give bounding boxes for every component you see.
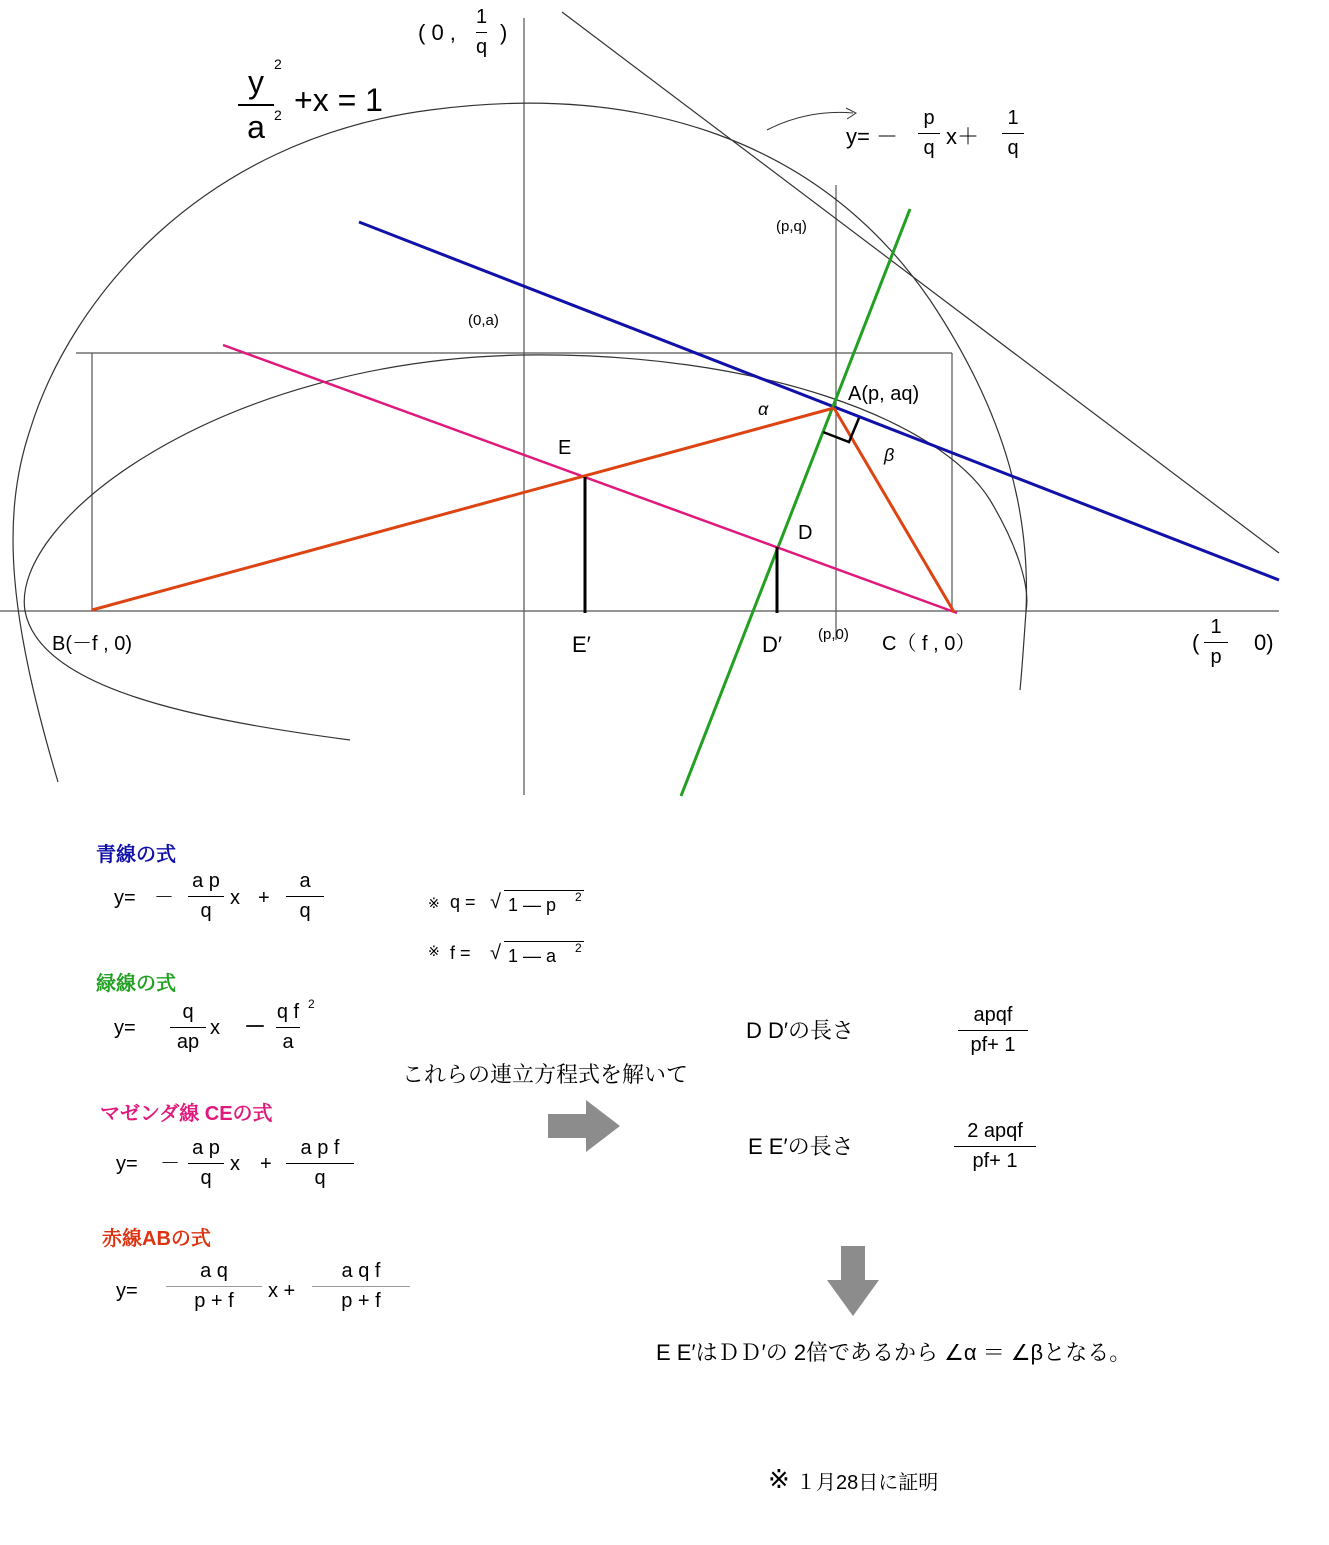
dd-length-label: D D′の長さ bbox=[746, 1018, 855, 1043]
note-inner: 1 — a bbox=[508, 946, 557, 966]
numerator: p bbox=[923, 107, 935, 129]
pointer-arrow-head bbox=[846, 108, 856, 119]
sqrt-overline bbox=[504, 941, 584, 942]
ellipse-curve bbox=[24, 355, 1027, 740]
fraction-bar bbox=[286, 1163, 354, 1164]
denominator: q bbox=[476, 36, 488, 58]
numerator: 1 bbox=[476, 6, 488, 28]
denominator: ap bbox=[176, 1031, 200, 1053]
denominator: q bbox=[314, 1167, 326, 1189]
label-point-0-a: (0,a) bbox=[468, 312, 499, 329]
green-exponent: 2 bbox=[308, 997, 315, 1011]
sqrt-overline bbox=[504, 890, 584, 891]
denominator: p + f bbox=[194, 1290, 234, 1312]
label-point-b: B(－f , 0) bbox=[52, 633, 133, 655]
denominator: pf+ 1 bbox=[972, 1150, 1018, 1172]
fraction-bar bbox=[238, 104, 274, 106]
denominator: q bbox=[923, 137, 935, 159]
fraction-bar bbox=[1204, 642, 1228, 643]
fraction-bar bbox=[276, 1027, 300, 1028]
green-fraction1 bbox=[170, 1001, 206, 1054]
ee-length-fraction bbox=[954, 1120, 1036, 1173]
numerator: 1 bbox=[1210, 616, 1222, 638]
magenta-line bbox=[223, 345, 957, 613]
blue-line bbox=[359, 222, 1279, 580]
label-point-d: D bbox=[798, 522, 813, 544]
note-lhs: f = bbox=[450, 943, 471, 963]
magenta-sign1: － bbox=[160, 1153, 180, 1175]
numerator: q f bbox=[276, 1001, 300, 1023]
label-point-d-prime: D′ bbox=[762, 632, 783, 657]
note-inner: 1 — p bbox=[508, 895, 557, 915]
label-point-a: A(p, aq) bbox=[848, 383, 920, 405]
red-lhs: y= bbox=[116, 1280, 138, 1302]
numerator: 2 apqf bbox=[967, 1120, 1023, 1142]
denominator-exponent: 2 bbox=[274, 107, 282, 123]
right-arrow-icon bbox=[548, 1100, 622, 1152]
fraction-y2-over-a2 bbox=[238, 64, 274, 146]
magenta-fraction2 bbox=[286, 1137, 354, 1190]
green-line bbox=[681, 209, 910, 796]
numerator: a p bbox=[192, 870, 220, 892]
fraction-1-over-q bbox=[476, 6, 487, 59]
label-close: 0) bbox=[1254, 630, 1274, 655]
denominator: pf+ 1 bbox=[970, 1034, 1016, 1056]
footnote-mark: ※ bbox=[768, 1464, 790, 1494]
dd-length-fraction bbox=[958, 1004, 1028, 1057]
tangent-lhs: y= － bbox=[846, 124, 898, 149]
fraction-bar bbox=[476, 32, 487, 33]
red-line-ab bbox=[92, 408, 834, 610]
label-point-c: C（ f , 0） bbox=[882, 633, 976, 655]
fraction-p-over-q bbox=[918, 107, 940, 160]
fraction-bar bbox=[954, 1146, 1036, 1147]
numerator: a q bbox=[200, 1260, 228, 1282]
red-fraction1 bbox=[166, 1260, 262, 1313]
numerator: a p bbox=[192, 1137, 220, 1159]
fraction-1-over-q-tangent bbox=[1002, 107, 1024, 160]
denominator: q bbox=[1007, 137, 1019, 159]
fraction-bar bbox=[312, 1286, 410, 1287]
tangent-mid: x＋ bbox=[946, 124, 980, 149]
label-point-e-prime: E′ bbox=[572, 632, 591, 657]
equation-rest: +x = 1 bbox=[294, 82, 383, 118]
fraction-bar bbox=[958, 1030, 1028, 1031]
denominator: p bbox=[1210, 646, 1222, 668]
note-exponent: 2 bbox=[575, 941, 582, 955]
blue-sign2: + bbox=[258, 887, 270, 909]
denominator: p + f bbox=[341, 1290, 381, 1312]
label-point-p-q: (p,q) bbox=[776, 218, 807, 235]
fraction-bar bbox=[918, 133, 940, 134]
denominator: q bbox=[200, 1167, 212, 1189]
numerator: apqf bbox=[973, 1004, 1013, 1026]
label-close: ) bbox=[500, 20, 508, 45]
green-fraction2 bbox=[276, 1001, 300, 1054]
green-sign2: － bbox=[244, 1014, 267, 1039]
label-angle-alpha: α bbox=[758, 399, 769, 419]
blue-equation-heading: 青線の式 bbox=[96, 844, 176, 866]
tangent-line bbox=[562, 12, 1279, 553]
conclusion-text: E E′はＤＤ′の 2倍であるから ∠α ＝ ∠βとなる。 bbox=[656, 1340, 1132, 1365]
note-exponent: 2 bbox=[575, 890, 582, 904]
note-lhs: q = bbox=[450, 892, 476, 912]
red-x: x + bbox=[268, 1280, 296, 1302]
fraction-bar bbox=[286, 896, 324, 897]
green-lhs: y= bbox=[114, 1017, 136, 1039]
green-equation-heading: 緑線の式 bbox=[96, 973, 176, 995]
red-equation-heading: 赤線ABの式 bbox=[102, 1228, 211, 1250]
denominator: q bbox=[299, 900, 311, 922]
large-circle-curve bbox=[13, 103, 1026, 782]
red-fraction2 bbox=[312, 1260, 410, 1313]
sqrt-symbol: √ bbox=[490, 891, 501, 913]
green-x: x bbox=[210, 1017, 220, 1039]
fraction-bar bbox=[188, 1163, 224, 1164]
blue-x: x bbox=[230, 887, 240, 909]
fraction-1-over-p bbox=[1204, 616, 1228, 669]
fraction-bar bbox=[1002, 133, 1024, 134]
fraction-bar bbox=[188, 896, 224, 897]
label-angle-beta: β bbox=[884, 445, 895, 465]
denominator: q bbox=[200, 900, 212, 922]
label-open: ( 0 , bbox=[418, 20, 456, 45]
numerator: a p f bbox=[300, 1137, 340, 1159]
magenta-fraction1 bbox=[188, 1137, 224, 1190]
note-mark: ※ bbox=[428, 943, 440, 959]
ee-length-label: E E′の長さ bbox=[748, 1134, 854, 1159]
note-mark: ※ bbox=[428, 895, 440, 911]
sqrt-symbol: √ bbox=[490, 942, 501, 964]
blue-fraction2 bbox=[286, 870, 324, 923]
numerator-exponent: 2 bbox=[274, 56, 282, 72]
numerator: q bbox=[182, 1001, 194, 1023]
label-open: ( bbox=[1192, 630, 1200, 655]
numerator: y bbox=[248, 64, 264, 100]
numerator: a bbox=[299, 870, 311, 892]
down-arrow-icon bbox=[826, 1246, 880, 1318]
blue-fraction1 bbox=[188, 870, 224, 923]
magenta-x: x bbox=[230, 1153, 240, 1175]
denominator: a bbox=[282, 1031, 294, 1053]
denominator: a bbox=[247, 108, 265, 145]
blue-lhs: y= bbox=[114, 887, 136, 909]
magenta-equation-heading: マゼンダ線 CEの式 bbox=[100, 1103, 273, 1125]
numerator: a q f bbox=[341, 1260, 381, 1282]
magenta-lhs: y= bbox=[116, 1153, 138, 1175]
label-point-p-0: (p,0) bbox=[818, 626, 849, 643]
label-point-e: E bbox=[558, 437, 572, 459]
numerator: 1 bbox=[1007, 107, 1019, 129]
red-line-ac bbox=[834, 408, 954, 612]
fraction-bar bbox=[170, 1027, 206, 1028]
fraction-bar bbox=[166, 1286, 262, 1287]
footnote-text: １月28日に証明 bbox=[796, 1472, 939, 1494]
solve-instruction-text: これらの連立方程式を解いて bbox=[402, 1062, 689, 1087]
blue-sign1: － bbox=[154, 887, 174, 909]
pointer-arrow bbox=[767, 112, 853, 130]
magenta-sign2: + bbox=[260, 1153, 272, 1175]
